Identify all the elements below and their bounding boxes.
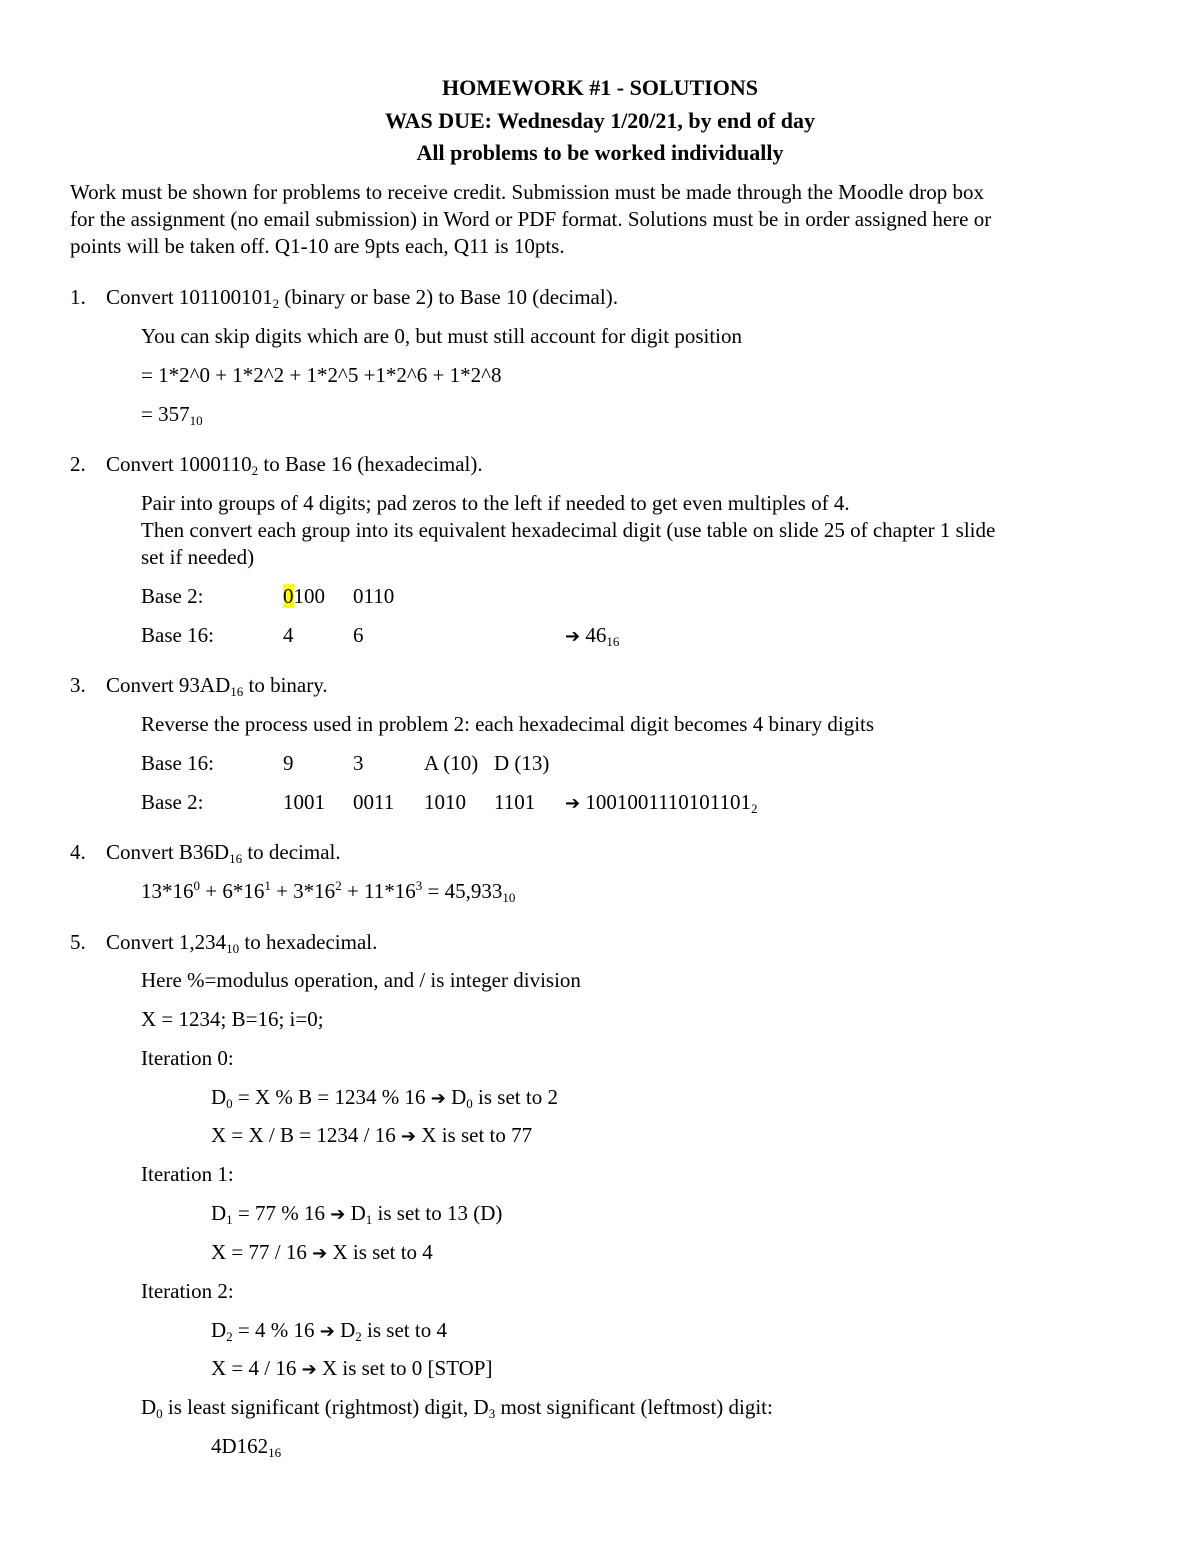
problem-2-answer: ➔ $46_{16}$ xyxy=(565,623,620,649)
base16-label: Base 16: xyxy=(141,751,214,775)
problem-4-answer: $13*16^0 + 6*16^1 + 3*16^2 + 11*16^3 = 45,933_{10}$ xyxy=(141,878,516,905)
problem-2-step: set if needed) xyxy=(141,545,255,569)
problem-5-answer: $4D162_{16}$ xyxy=(211,1434,282,1460)
intro-line: points will be taken off. Q1-10 are 9pts each, Q11 is 10pts. xyxy=(70,234,565,258)
hex-digit: 4 xyxy=(283,623,294,647)
iteration-step: X = X / B = 1234 / 16 ➔ X is set to 77 xyxy=(211,1123,533,1147)
binary-group: 1001 xyxy=(283,790,325,814)
problem-3-answer: ➔ $1001001110101101_2$ xyxy=(565,790,758,816)
binary-group: 0110 xyxy=(353,584,395,608)
hex-digit: D (13) xyxy=(494,751,550,775)
problem-2-number: 2. xyxy=(70,452,86,476)
arrow-icon: ➔ xyxy=(319,1321,335,1342)
iteration-heading: Iteration 1: xyxy=(141,1162,234,1186)
problem-2-step: Pair into groups of 4 digits; pad zeros to the left if needed to get even multiples of 4. xyxy=(141,491,850,515)
intro-line: for the assignment (no email submission) in Word or PDF format. Solutions must be in order assigned here or xyxy=(70,207,992,231)
arrow-icon: ➔ xyxy=(312,1243,328,1264)
problem-3-question: Convert $93AD_{16}$ to binary. xyxy=(106,673,328,699)
iteration-step: X = 4 / 16 ➔ X is set to 0 [STOP] xyxy=(211,1356,493,1380)
binary-group: 1101 xyxy=(494,790,536,814)
problem-5-step: Here %=modulus operation, and / is integer division xyxy=(141,968,581,992)
base16-label: Base 16: xyxy=(141,623,214,647)
problem-3-step: Reverse the process used in problem 2: each hexadecimal digit becomes 4 binary digits xyxy=(141,712,875,736)
arrow-icon: ➔ xyxy=(565,793,581,814)
base2-label: Base 2: xyxy=(141,790,204,814)
due-date: WAS DUE: Wednesday 1/20/21, by end of day xyxy=(385,108,815,133)
iteration-step: $D_0 = X$ % B = 1234 % 16 ➔ $D_0$ is set to 2 xyxy=(211,1085,558,1111)
problem-1-question: Convert $101100101_2$ (binary or base 2) to Base 10 (decimal). xyxy=(106,285,618,311)
problem-5-note: $D_0$ is least significant (rightmost) digit, $D_3$ most significant (leftmost) digit: xyxy=(141,1395,773,1421)
iteration-step: $D_2 = 4$ % 16 ➔ $D_2$ is set to 4 xyxy=(211,1318,447,1344)
arrow-icon: ➔ xyxy=(565,626,581,647)
iteration-heading: Iteration 0: xyxy=(141,1046,234,1070)
problem-4-number: 4. xyxy=(70,840,86,864)
problem-5-number: 5. xyxy=(70,930,86,954)
iteration-step: $D_1 = 77$ % 16 ➔ $D_1$ is set to 13 (D) xyxy=(211,1201,503,1227)
problem-1-answer: = $357_{10}$ xyxy=(141,402,203,428)
iteration-step: X = 77 / 16 ➔ X is set to 4 xyxy=(211,1240,433,1264)
hex-digit: 6 xyxy=(353,623,364,647)
iteration-heading: Iteration 2: xyxy=(141,1279,234,1303)
page-title: HOMEWORK #1 - SOLUTIONS xyxy=(442,75,758,100)
problem-2-question: Convert $1000110_2$ to Base 16 (hexadecimal). xyxy=(106,452,483,478)
individual-note: All problems to be worked individually xyxy=(416,140,784,165)
problem-1-step: You can skip digits which are 0, but must still account for digit position xyxy=(141,324,742,348)
problem-2-step: Then convert each group into its equivalent hexadecimal digit (use table on slide 25 of chapter 1 slide xyxy=(141,518,996,542)
arrow-icon: ➔ xyxy=(330,1204,346,1225)
intro-line: Work must be shown for problems to receive credit. Submission must be made through the Moodle drop box xyxy=(70,180,984,204)
problem-5-question: Convert $1,234_{10}$ to hexadecimal. xyxy=(106,930,378,956)
binary-group: 0100 xyxy=(283,584,325,608)
problem-5-step: X = 1234; B=16; i=0; xyxy=(141,1007,324,1031)
hex-digit: 3 xyxy=(353,751,364,775)
arrow-icon: ➔ xyxy=(430,1088,446,1109)
problem-1-number: 1. xyxy=(70,285,86,309)
binary-group: 0011 xyxy=(353,790,395,814)
problem-4-question: Convert $B36D_{16}$ to decimal. xyxy=(106,840,341,866)
base2-label: Base 2: xyxy=(141,584,204,608)
arrow-icon: ➔ xyxy=(400,1126,417,1147)
binary-group: 1010 xyxy=(424,790,466,814)
problem-3-number: 3. xyxy=(70,673,86,697)
hex-digit: 9 xyxy=(283,751,294,775)
arrow-icon: ➔ xyxy=(301,1359,317,1380)
padding-highlight: 0 xyxy=(283,584,294,608)
hex-digit: A (10) xyxy=(424,751,479,775)
problem-1-step: = 1*2^0 + 1*2^2 + 1*2^5 +1*2^6 + 1*2^8 xyxy=(141,363,502,387)
